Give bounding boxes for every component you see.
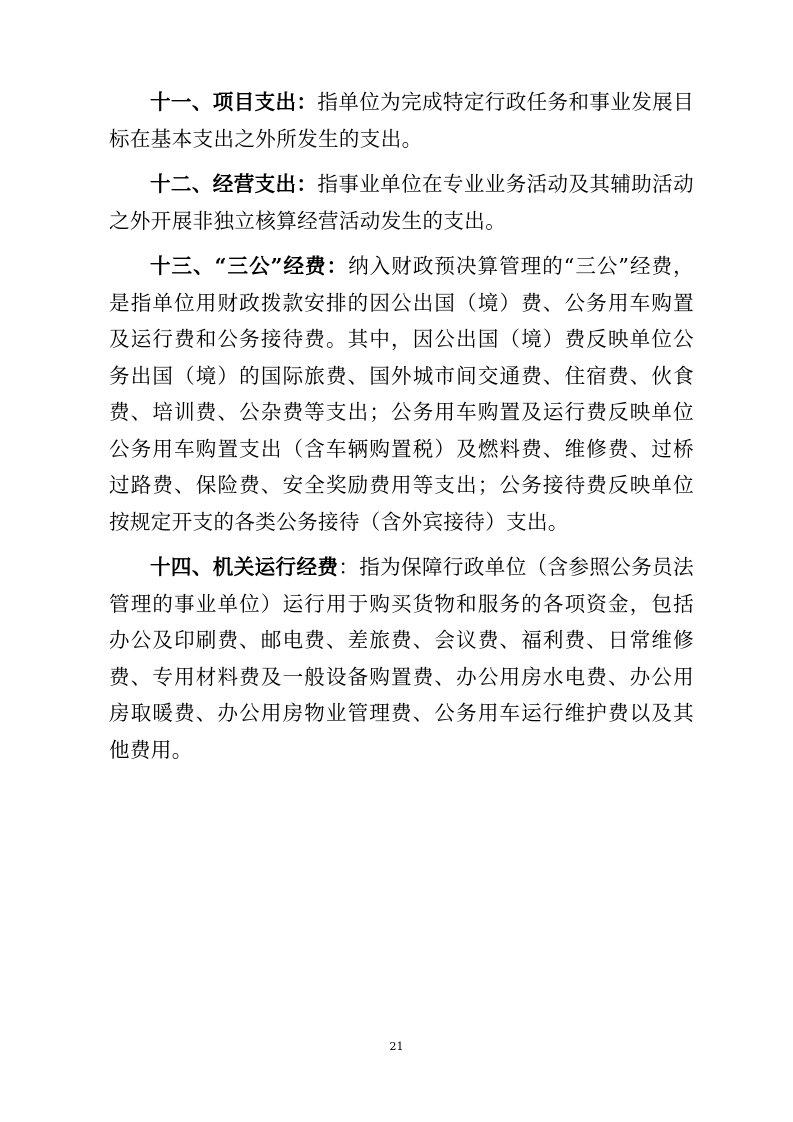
paragraph-operating-expenditure	[109, 166, 694, 239]
definition-agency-operating-funds: ：指为保障行政单位（含参照公务员法管理的事业单位）运行用于购买货物和服务的各项资金，包括办公及印刷费、邮电费、差旅费、会议费、福利费、日常维修费、专用材料费及一般设备购置费、办公用房水电费、办公用房取暖费、办公用房物业管理费、公务用车运行维护费以及其他费用。	[109, 555, 694, 762]
definition-project-expenditure: 指单位为完成特定行政任务和事业发展目标在基本支出之外所发生的支出。	[109, 90, 694, 151]
term-agency-operating-funds: 十四、机关运行经费	[150, 555, 339, 579]
term-operating-expenditure: 十二、经营支出：	[150, 172, 318, 196]
definition-operating-expenditure: 指事业单位在专业业务活动及其辅助活动之外开展非独立核算经营活动发生的支出。	[109, 172, 694, 233]
term-project-expenditure: 十一、项目支出：	[150, 90, 318, 114]
term-three-public-funds: 十三、“三公”经费：	[150, 254, 349, 278]
paragraph-project-expenditure	[109, 84, 694, 157]
paragraph-three-public-funds	[109, 248, 694, 540]
page-number: 21	[389, 1040, 404, 1053]
paragraph-agency-operating-funds	[109, 549, 694, 768]
document-body	[109, 84, 694, 777]
definition-three-public-funds: 纳入财政预决算管理的“三公”经费，是指单位用财政拨款安排的因公出国（境）费、公务用车购置及运行费和公务接待费。其中，因公出国（境）费反映单位公务出国（境）的国际旅费、国外城市间交通费、住宿费、伙食费、培训费、公杂费等支出；公务用车购置及运行费反映单位公务用车购置支出（含车辆购置税）及燃料费、维修费、过桥过路费、保险费、安全奖励费用等支出；公务接待费反映单位按规定开支的各类公务接待（含外宾接待）支出。	[109, 254, 694, 534]
